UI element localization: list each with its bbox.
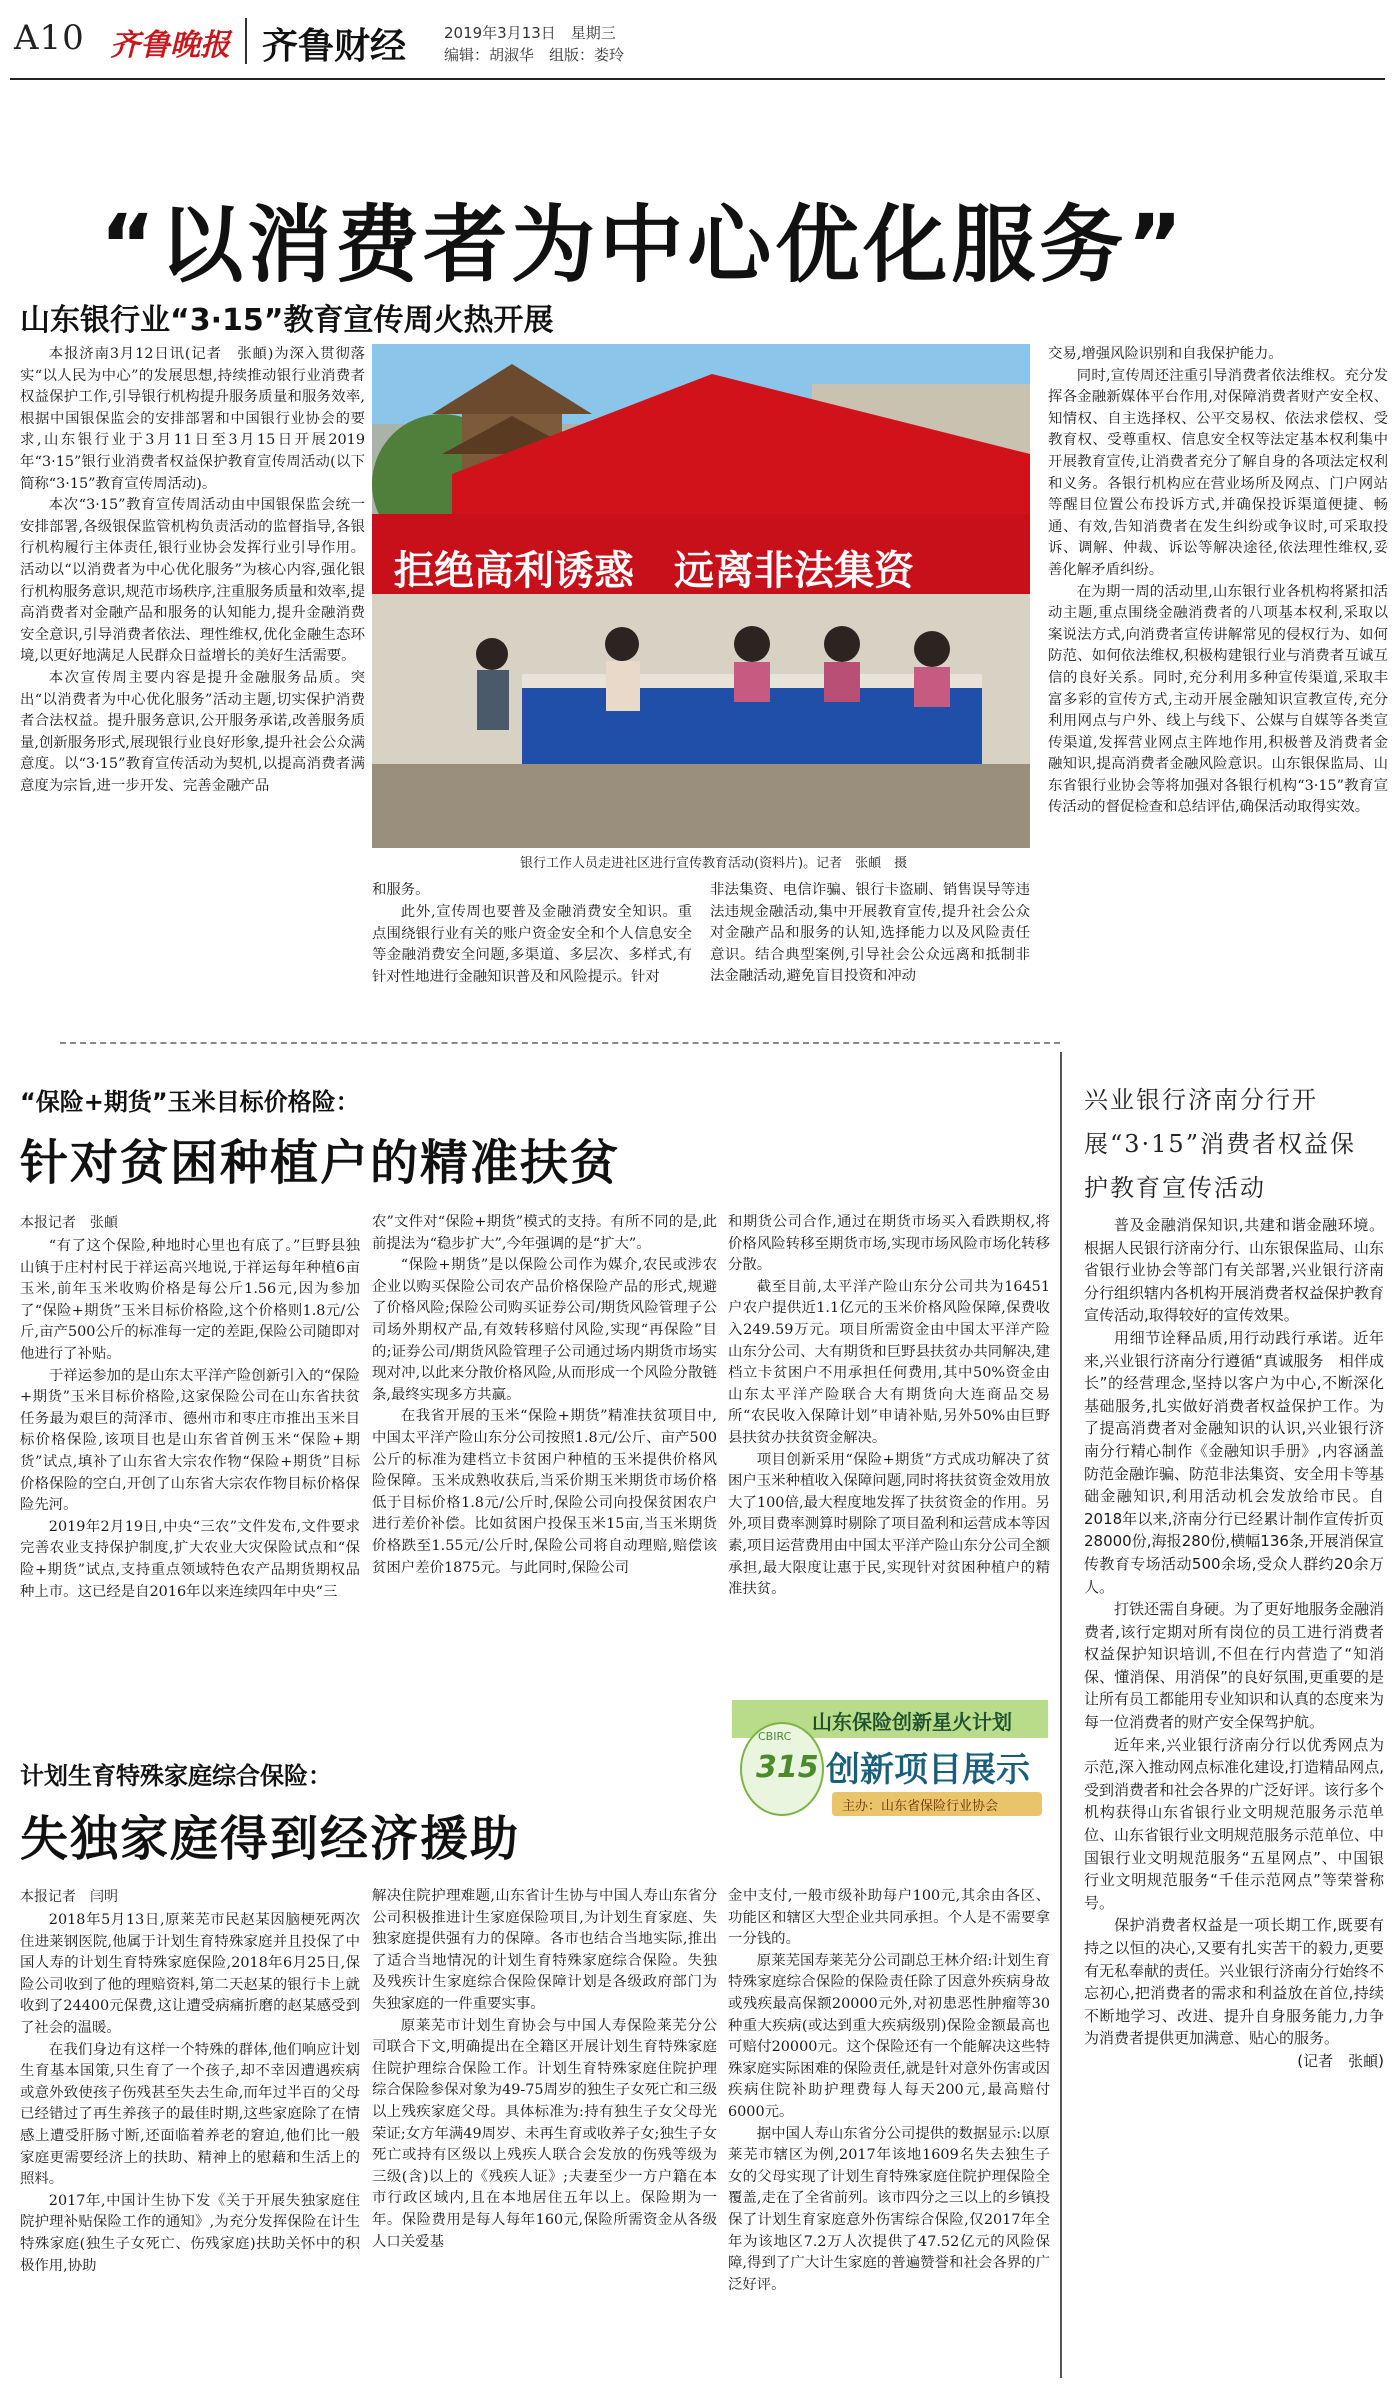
banner-text: 拒绝高利诱惑 远离非法集资 bbox=[394, 548, 914, 594]
article3-byline: 本报记者 闫明 bbox=[20, 1889, 118, 1905]
sidebar-body bbox=[1084, 1214, 1384, 2374]
lead-photo bbox=[372, 344, 1030, 848]
insurance-innovation-ad[interactable] bbox=[732, 1700, 1048, 1820]
sidebar-paragraph: 保护消费者权益是一项长期工作,既要有持之以恒的决心,又要有扎实苦干的毅力,更要有无私奉献的责任。兴业银行济南分行始终不忘初心,把消费者的需求和利益放在首位,持续不断地学习、改进、提升自身服务能力,力争为消费者提供更加满意、贴心的服务。 bbox=[1084, 1916, 1384, 2048]
photo-illustration bbox=[372, 344, 1030, 848]
sidebar-paragraph: 打铁还需自身硬。为了更好地服务金融消费者,该行定期对所有岗位的员工进行消费者权益保护知识培训,不但在行内营造了“知消保、懂消保、用消保”的良好氛围,更重要的是让所有员工都能用专业知识和认真的态度来为每一位消费者的财产安全保驾护航。 bbox=[1084, 1600, 1384, 1732]
section-divider bbox=[60, 1042, 1060, 1044]
masthead-meta bbox=[444, 22, 624, 66]
article2-column-3 bbox=[728, 1212, 1050, 1694]
lead-paragraph: 在为期一周的活动里,山东银行业各机构将紧扣活动主题,重点围绕金融消费者的八项基本权利,采取以案说法方式,向消费者宣传讲解常见的侵权行为、如何防范、如何依法维权,积极构建银行业与消费者互诚互信的良好关系。同时,充分利用多种宣传渠道,采取丰富多彩的宣传方式,主动开展金融知识宣教宣传,充分利用网点与户外、线上与线下、公媒与自媒等各类宣传渠道,发挥营业网点主阵地作用,积极普及消费者金融知识,提高消费者金融风险意识。山东银保监局、山东省银行业协会等将加强对各银行机构“3·15”教育宣传活动的督促检查和总结评估,确保活动取得实效。 bbox=[1048, 583, 1388, 816]
article3-kicker: 计划生育特殊家庭综合保险： bbox=[20, 1762, 332, 1790]
page-number: A10 bbox=[14, 18, 85, 58]
logo-number: 315 bbox=[756, 1750, 819, 1785]
lead-paragraph: 非法集资、电信诈骗、银行卡盗刷、销售误导等违法违规金融活动,集中开展教育宣传,提升社会公众对金融产品和服务的认知,选择能力以及风险责任意识。结合典型案例,引导社会公众远离和抵制非法金融活动,避免盲目投资和冲动 bbox=[710, 882, 1030, 985]
article-paragraph: 在我省开展的玉米“保险+期货”精准扶贫项目中,中国太平洋产险山东分公司按照1.8元/公斤、亩产500公斤的标准为建档立卡贫困户种植的玉米提供价格风险保障。玉米成熟收获后,当采价期玉米期货市场价格低于目标价格1.8元/公斤时,保险公司向投保贫困农户进行差价补偿。比如贫困户投保玉米15亩,当玉米期货价格跌至1.55元/公斤时,保险公司将自动理赔,赔偿该贫困户差价1875元。与此同时,保险公司 bbox=[372, 1408, 717, 1576]
article2-kicker: “保险+期货”玉米目标价格险： bbox=[20, 1088, 360, 1116]
lead-column-3 bbox=[372, 902, 692, 1032]
newspaper-logo: 齐鲁晚报 bbox=[110, 28, 230, 63]
sidebar-paragraph: 用细节诠释品质,用行动践行承诺。近年来,兴业银行济南分行遵循“真诚服务 相伴成长”的经营理念,坚持以客户为中心,不断深化基础服务,扎实做好消费者权益保护工作。为了提高消费者对金融知识的认识,兴业银行济南分行精心制作《金融知识手册》,内容涵盖防范金融诈骗、防范非法集资、安全用卡等基础金融知识,利用活动机会发放给市民。自2018年以来,济南分行已经累计制作宣传折页28000份,海报280份,横幅136条,开展消保宣传教育专场活动500余场,受众人群约20余万人。 bbox=[1084, 1328, 1384, 1596]
article-paragraph: 2017年,中国计生协下发《关于开展失独家庭住院护理补贴保险工作的通知》,为充分发挥保险在计生特殊家庭(独生子女死亡、伤残家庭)扶助关怀中的积极作用,协助 bbox=[20, 2192, 360, 2274]
article-paragraph: 2018年5月13日,原莱芜市民赵某因脑梗死两次住进莱钢医院,他属于计划生育特殊家庭并且投保了中国人寿的计划生育特殊家庭保险,2018年6月25日,保险公司收到了他的理赔资料,第二天赵某的银行卡上就收到了24400元保费,这让遭受病痛折磨的赵某感受到了社会的温暖。 bbox=[20, 1912, 360, 2036]
lead-headline: “以消费者为中心优化服务” bbox=[100, 196, 1187, 294]
lead-paragraph: 和服务。 bbox=[372, 882, 430, 898]
lead-paragraph: 同时,宣传周还注重引导消费者依法维权。充分发挥各金融新媒体平台作用,对保障消费者财产安全权、知情权、自主选择权、公平交易权、依法求偿权、受教育权、受尊重权、信息安全权等法定基本权利集中开展教育宣传,让消费者充分了解自身的各项法定权利和义务。各银行机构应在营业场所及网点、门户网站等醒目位置公布投诉方式,并确保投诉渠道便捷、畅通、有效,告知消费者在发生纠纷或争议时,可采取投诉、调解、仲裁、诉讼等解决途径,依法理性维权,妥善化解矛盾纠纷。 bbox=[1048, 367, 1388, 578]
lead-paragraph: 交易,增强风险识别和自我保护能力。 bbox=[1048, 346, 1283, 362]
article2-column-1 bbox=[20, 1236, 360, 1736]
article-paragraph: 解决住院护理难题,山东省计生协与中国人寿山东省分公司积极推进计生家庭保险项目,为计划生育家庭、失独家庭提供强有力的保障。各市也结合当地实际,推出了适合当地情况的计划生育特殊家庭综合保险。失独及残疾计生家庭综合保险保障计划是各级政府部门为失独家庭的一件重要实事。 bbox=[372, 1888, 717, 2012]
lead-paragraph: 本次“3·15”教育宣传周活动由中国银保监会统一安排部署,各级银保监管机构负责活动的监督指导,各银行机构履行主体责任,银行业协会发挥行业引导作用。活动以“以消费者为中心优化服务”为核心内容,强化银行机构服务意识,规范市场秩序,注重服务质量和效率,提高消费者对金融产品和服务的认知能力,提升金融消费安全意识,引导消费者依法、理性维权,优化金融生态环境,以更好地满足人民群众日益增长的美好生活需要。 bbox=[20, 497, 365, 665]
cbirc-315-logo-icon bbox=[740, 1722, 824, 1816]
article-paragraph: 和期货公司合作,通过在期货市场买入看跌期权,将价格风险转移至期货市场,实现市场风险市场化转移分散。 bbox=[728, 1214, 1050, 1274]
lead-column-4 bbox=[710, 880, 1030, 1032]
sidebar-signoff: (记者 张頔) bbox=[1297, 2051, 1384, 2070]
article2-headline: 针对贫困种植户的精准扶贫 bbox=[20, 1135, 621, 1191]
ad-sponsor-text: 主办：山东省保险行业协会 bbox=[842, 1799, 999, 1814]
article-paragraph: 在我们身边有这样一个特殊的群体,他们响应计划生育基本国策,只生育了一个孩子,却不幸因遭遇疾病或意外致使孩子伤残甚至失去生命,而年过半百的父母已经错过了再生养孩子的最佳时期,这些家庭除了在情感上遭受肝肠寸断,还面临着养老的窘迫,他们比一般家庭更需要经济上的扶助、精神上的慰藉和生活上的照料。 bbox=[20, 2041, 360, 2188]
article-paragraph: 2019年2月19日,中央“三农”文件发布,文件要求完善农业支持保护制度,扩大农业大灾保险试点和“保险+期货”试点,支持重点领域特色农产品期货期权品种上市。这已经是自2016年以来连续四年中央“三 bbox=[20, 1518, 360, 1600]
article-paragraph: 截至目前,太平洋产险山东分公司共为16451户农户提供近1.1亿元的玉米价格风险保障,保费收入249.59万元。项目所需资金由中国太平洋产险山东分公司、大有期货和巨野县扶贫办共同解决,建档立卡贫困户不用承担任何费用,其中50%资金由山东太平洋产险联合大有期货向大连商品交易所“农民收入保障计划”申请补贴,另外50%由巨野县扶贫办扶贫资金解决。 bbox=[728, 1278, 1050, 1446]
article3-column-3 bbox=[728, 1886, 1050, 2388]
lead-column-5 bbox=[1048, 344, 1388, 1032]
masthead-divider bbox=[245, 18, 247, 64]
article-paragraph: 金中支付,一般市级补助每户100元,其余由各区、功能区和辖区大型企业共同承担。个人是不需要拿一分钱的。 bbox=[728, 1888, 1050, 1948]
article3-column-2 bbox=[372, 1886, 717, 2388]
logo-top-text: CBIRC bbox=[758, 1730, 792, 1743]
lead-paragraph: 本报济南3月12日讯(记者 张頔)为深入贯彻落实“以人民为中心”的发展思想,持续推动银行业消费者权益保护工作,引导银行机构提升服务质量和服务效率,根据中国银保监会的安排部署和中国银行业协会的要求,山东银行业于3月11日至3月15日开展2019年“3·15”银行业消费者权益保护教育宣传周活动(以下简称“3·15”教育宣传周活动)。 bbox=[20, 346, 365, 492]
lead-paragraph: 此外,宣传周也要普及金融消费安全知识。重点围绕银行业有关的账户资金安全和个人信息安全等金融消费安全问题,多渠道、多层次、多样式,有针对性地进行金融知识普及和风险提示。针对 bbox=[372, 904, 692, 985]
issue-date: 2019年3月13日 星期三 bbox=[444, 24, 616, 42]
lead-subheadline: 山东银行业“3·15”教育宣传周火热开展 bbox=[20, 303, 554, 338]
article-paragraph: 原莱芜国寿莱芜分公司副总王林介绍:计划生育特殊家庭综合保险的保险责任除了因意外疾病身故或残疾最高保额20000元外,对初患恶性肿瘤等30种重大疾病(或达到重大疾病级别)保险金额最高也可赔付20000元。这个保险还有一个能解决这些特殊家庭实际困难的保险责任,就是针对意外伤害或因疾病住院补助护理费每人每天200元,最高赔付6000元。 bbox=[728, 1952, 1050, 2120]
article-paragraph: 于祥运参加的是山东太平洋产险创新引入的“保险+期货”玉米目标价格险,这家保险公司在山东省扶贫任务最为艰巨的菏泽市、德州市和枣庄市推出玉米目标价格保险,该项目也是山东省首例玉米“保险+期货”试点,填补了山东省大宗农作物“保险+期货”目标价格保险的空白,开创了山东省大宗农作物目标价格保险先河。 bbox=[20, 1367, 360, 1514]
section-name: 齐鲁财经 bbox=[262, 26, 407, 67]
sidebar-paragraph: 近年来,兴业银行济南分行以优秀网点为示范,深入推动网点标准化建设,打造精品网点,受到消费者和社会各界的广泛好评。该行多个机构获得山东省银行业文明规范服务示范单位、山东省银行业文明规范服务示范单位、中国银行业文明规范服务“五星网点”、中国银行业文明规范服务“千佳示范网点”等荣誉称号。 bbox=[1084, 1735, 1384, 1912]
article-paragraph: “保险+期货”是以保险公司作为媒介,农民或涉农企业以购买保险公司农产品价格保险产品的形式,规避了价格风险;保险公司购买证券公司/期货风险管理子公司场外期权产品,有效转移赔付风险,实现“再保险”目的;证券公司/期货风险管理子公司通过场内期货市场实现对冲,以此来分散价格风险,从而形成一个风险分散链条,最终实现多方共赢。 bbox=[372, 1257, 717, 1403]
lead-column-1 bbox=[20, 344, 365, 1032]
article-paragraph: 项目创新采用“保险+期货”方式成功解决了贫困户玉米种植收入保障问题,同时将扶贫资金效用放大了100倍,最大程度地发挥了扶贫资金的作用。另外,项目费率测算时剔除了项目盈利和运营成本等因素,项目运营费用由中国太平洋产险山东分公司全额承担,最大限度让惠于民,实现针对贫困种植户的精准扶贫。 bbox=[728, 1451, 1050, 1598]
masthead-rule bbox=[10, 78, 1385, 80]
article3-column-1 bbox=[20, 1910, 360, 2388]
article-paragraph: 原莱芜市计划生育协会与中国人寿保险莱芜分公司联合下文,明确提出在全籍区开展计划生育特殊家庭住院护理综合保险工作。计划生育特殊家庭住院护理综合保险参保对象为49-75周岁的独生子女死亡和三级以上残疾家庭父母。具体标准为:持有独生子女父母光荣证;女方年满49周岁、未再生育或收养子女;独生子女死亡或持有区级以上残疾人联合会发放的伤残等级为三级(含)以上的《残疾人证》;夫妻至少一方户籍在本市行政区域内,且在本地居住五年以上。保险期为一年。保险费用是每人每年160元,保险所需资金从各级人口关爱基 bbox=[372, 2017, 717, 2250]
lead-paragraph: 本次宣传周主要内容是提升金融服务品质。突出“以消费者为中心优化服务”活动主题,切实保护消费者合法权益。提升服务意识,公开服务承诺,改善服务质量,创新服务形式,展现银行业良好形象,提升社会公众满意度。以“3·15”教育宣传活动为契机,以提高消费者满意度为宗旨,进一步开发、完善金融产品 bbox=[20, 669, 365, 794]
article-paragraph: “有了这个保险,种地时心里也有底了。”巨野县独山镇于庄村村民于祥运高兴地说,于祥运每年种植6亩玉米,前年玉米收购价格是每公斤1.56元,因为参加了“保险+期货”玉米目标价格险,这个价格则1.8元/公斤,亩产500公斤的标准每一定的差距,保险公司随即对他进行了补贴。 bbox=[20, 1238, 360, 1362]
article2-column-2 bbox=[372, 1212, 717, 1736]
article-paragraph: 据中国人寿山东省分公司提供的数据显示:以原莱芜市辖区为例,2017年该地1609名失去独生子女的父母实现了计划生育特殊家庭住院护理保险全覆盖,走在了全省前列。该市四分之三以上的乡镇投保了计划生育家庭意外伤害综合保险,仅2017年全年为该地区7.2万人次提供了47.52亿元的风险保障,得到了广大计生家庭的普遍赞誉和社会各界的广泛好评。 bbox=[728, 2125, 1050, 2293]
article2-byline: 本报记者 张頔 bbox=[20, 1215, 118, 1231]
editor-credits: 编辑：胡淑华 组版：娄玲 bbox=[444, 46, 625, 64]
photo-caption: 银行工作人员走进社区进行宣传教育活动(资料片)。记者 张頔 摄 bbox=[520, 856, 908, 871]
sidebar-headline: 兴业银行济南分行开展“3·15”消费者权益保护教育宣传活动 bbox=[1084, 1086, 1356, 1202]
sidebar-paragraph: 普及金融消保知识,共建和谐金融环境。根据人民银行济南分行、山东银保监局、山东省银行业协会等部门有关部署,兴业银行济南分行组织辖内各机构开展消费者权益保护教育宣传活动,取得较好的宣传效果。 bbox=[1084, 1216, 1384, 1325]
ad-top-text: 山东保险创新星火计划 bbox=[812, 1710, 1012, 1734]
article-paragraph: 农”文件对“保险+期货”模式的支持。有所不同的是,此前提法为“稳步扩大”,今年强调的是“扩大”。 bbox=[372, 1214, 717, 1252]
ad-main-text: 创新项目展示 bbox=[826, 1750, 1030, 1790]
ad-sponsor-badge bbox=[832, 1792, 1042, 1816]
sidebar-article bbox=[1060, 1052, 1392, 2378]
article3-headline: 失独家庭得到经济援助 bbox=[20, 1811, 521, 1867]
